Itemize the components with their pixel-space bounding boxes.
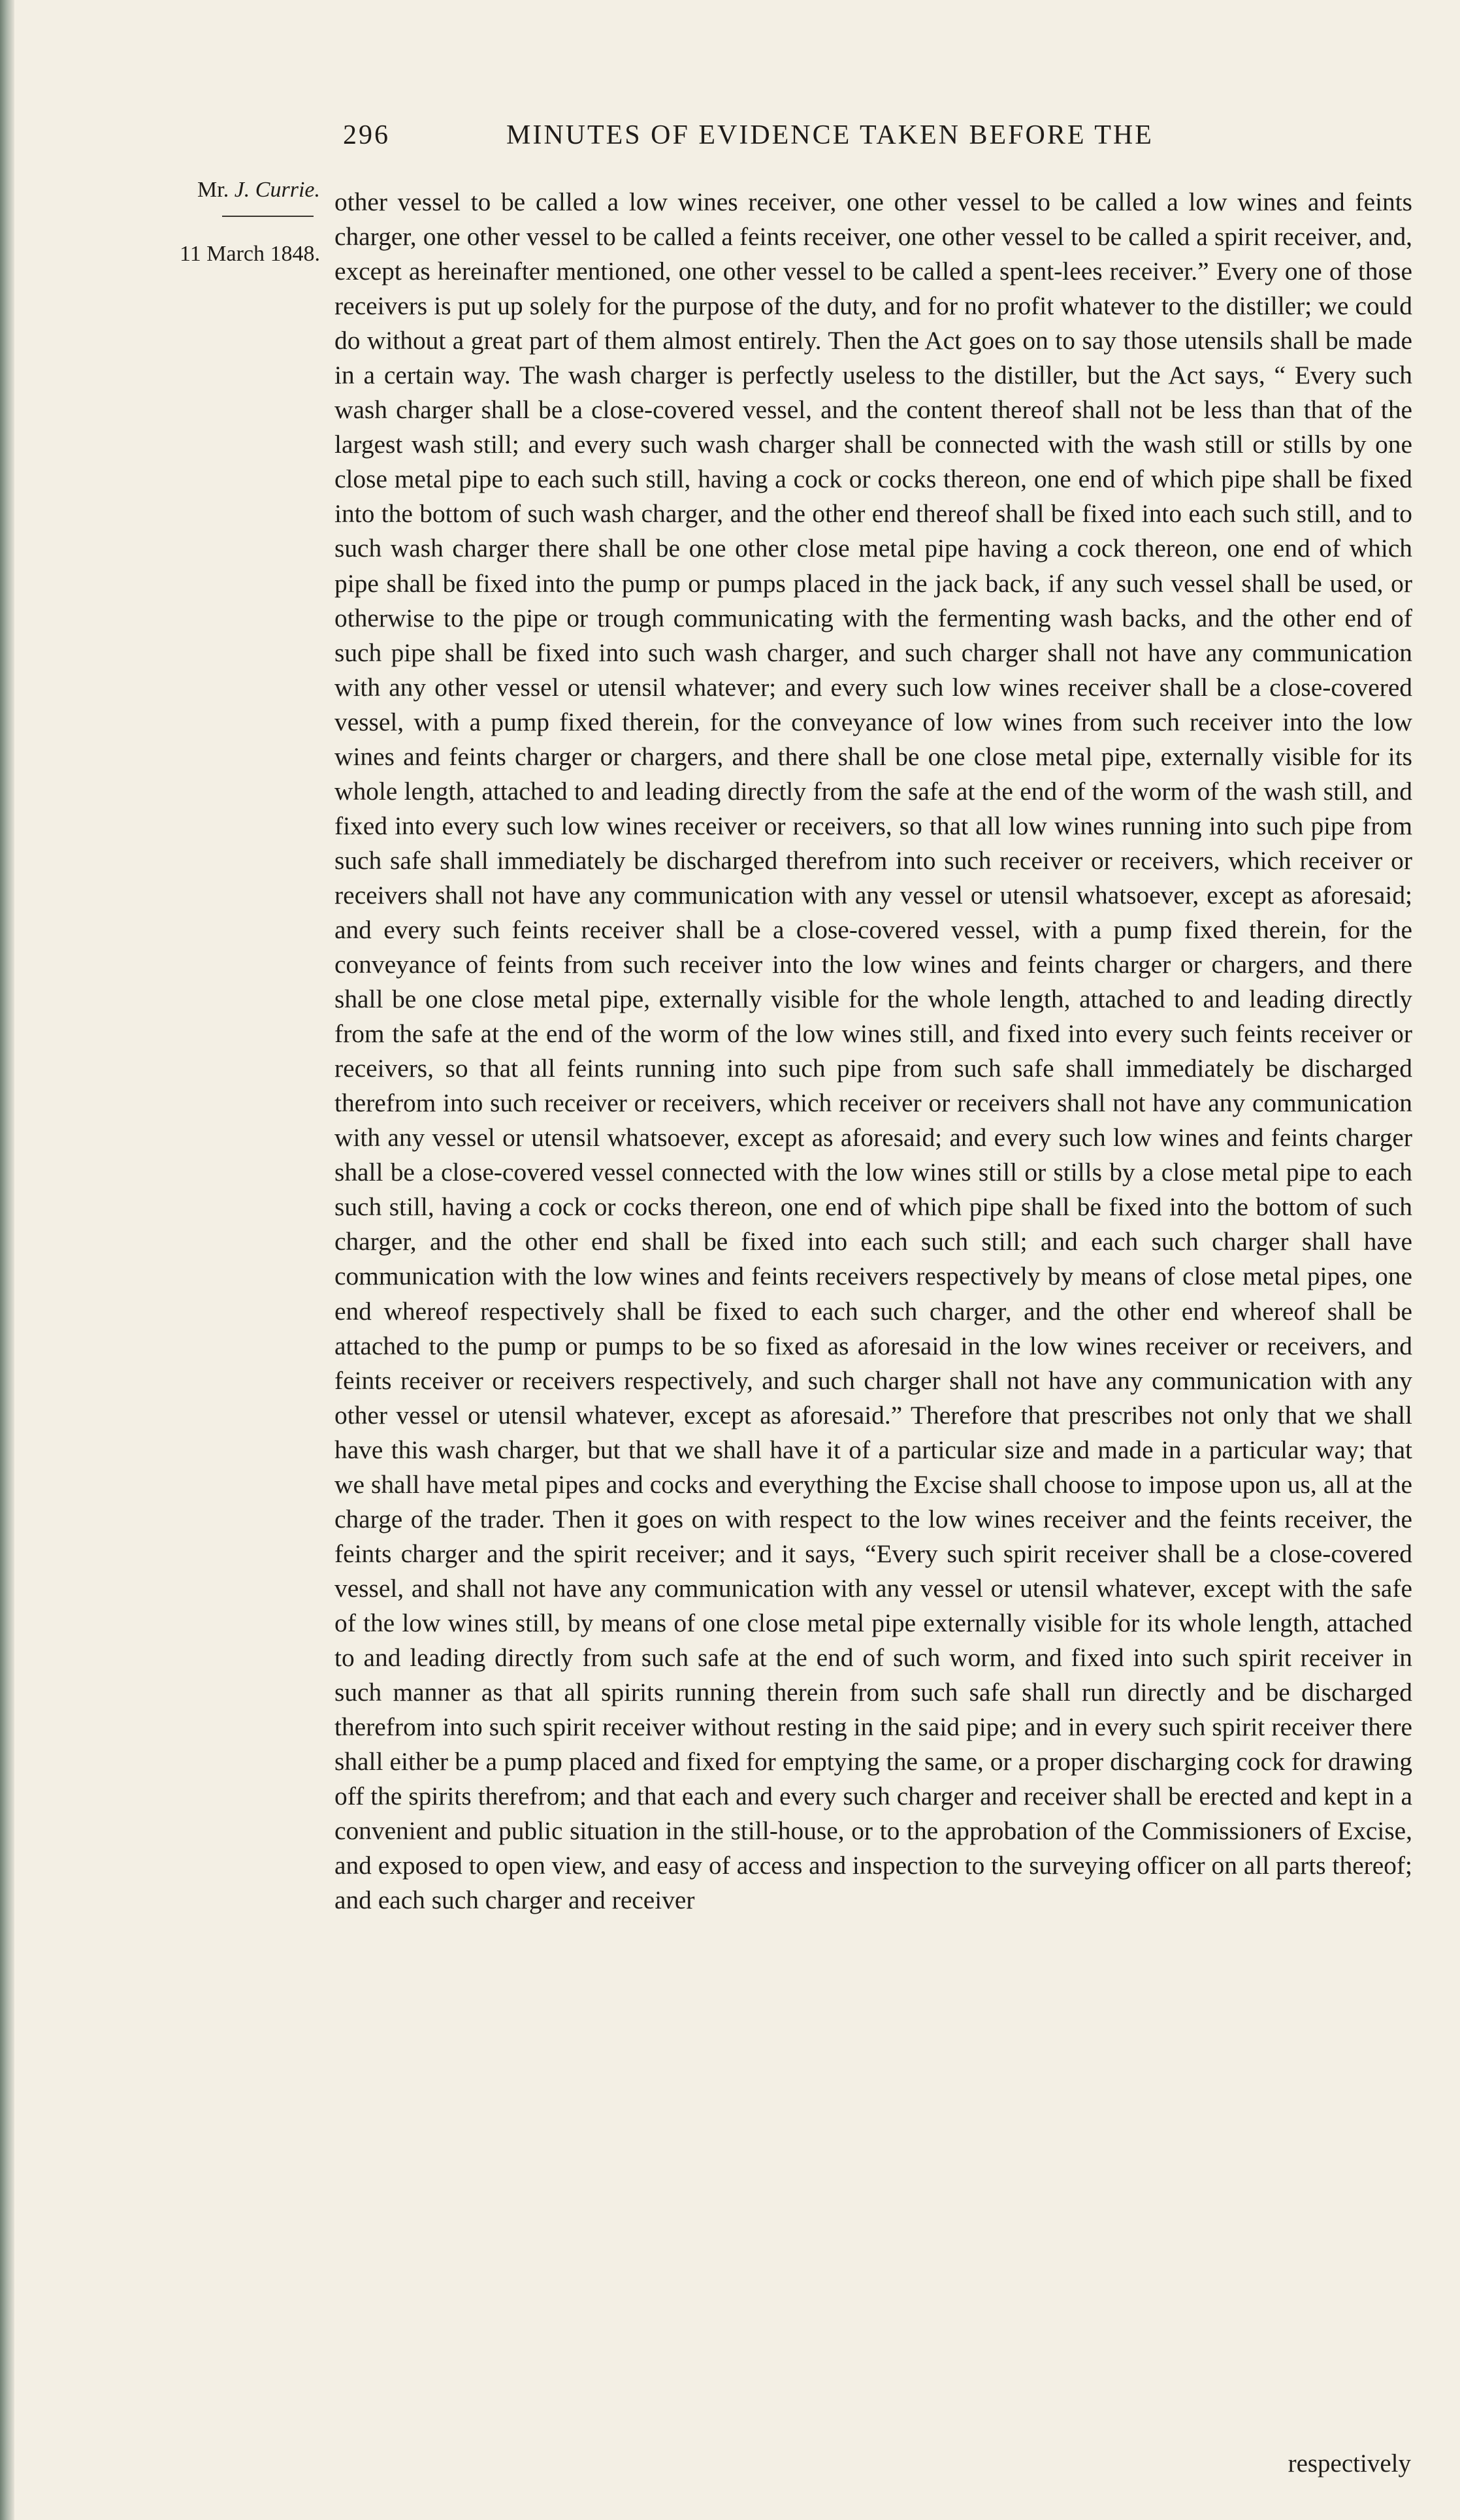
running-title: MINUTES OF EVIDENCE TAKEN BEFORE THE (506, 120, 1154, 150)
witness-margin-note (131, 178, 320, 203)
page-number: 296 (343, 120, 390, 150)
witness-name: J. Currie. (234, 178, 320, 202)
page-spine-edge (0, 0, 14, 2520)
catchword: respectively (1288, 2449, 1411, 2478)
date-margin-note: 11 March 1848. (180, 242, 320, 266)
page-header (327, 114, 1287, 167)
witness-prefix: Mr. (197, 178, 229, 202)
margin-divider (222, 216, 314, 217)
evidence-paragraph: other vessel to be called a low wines receiver, one other vessel to be called a low wines and feints charger, one other vessel to be called a feints receiver, one other vessel to be called a spirit receiver, and, except as hereinafter mentioned, one other vessel to be called a spent-lees receiver.” Every one of those receivers is put up solely for the purpose of the duty, and for no profit whatever to the distiller; we could do without a great part of them almost entirely. Then the Act goes on to say those utensils shall be made in a certain way. The wash charger is perfectly useless to the distiller, but the Act says, “ Every such wash charger shall be a close-covered vessel, and the content thereof shall not be less than that of the largest wash still; and every such wash charger shall be connected with the wash still or stills by one close metal pipe to each such still, having a cock or cocks thereon, one end of which pipe shall be fixed into the bottom of such wash charger, and the other end thereof shall be fixed into each such still, and to such wash charger there shall be one other close metal pipe having a cock thereon, one end of which pipe shall be fixed into the pump or pumps placed in the jack back, if any such vessel shall be used, or otherwise to the pipe or trough communicating with the fermenting wash backs, and the other end of such pipe shall be fixed into such wash charger, and such charger shall not have any communication with any other vessel or utensil whatever; and every such low wines receiver shall be a close-covered vessel, with a pump fixed therein, for the conveyance of low wines from such receiver into the low wines and feints charger or chargers, and there shall be one close metal pipe, externally visible for its whole length, attached to and leading directly from the safe at the end of the worm of the wash still, and fixed into every such low wines receiver or receivers, so that all low wines running into such pipe from such safe shall immediately be discharged therefrom into such receiver or receivers, which receiver or receivers shall not have any communication with any vessel or utensil whatsoever, except as aforesaid; and every such feints receiver shall be a close-covered vessel, with a pump fixed therein, for the conveyance of feints from such receiver into the low wines and feints charger or chargers, and there shall be one close metal pipe, externally visible for the whole length, attached to and leading directly from the safe at the end of the worm of the low wines still, and fixed into every such feints receiver or receivers, so that all feints running into such pipe from such safe shall immediately be discharged therefrom into such receiver or receivers, which receiver or receivers shall not have any communication with any vessel or utensil whatsoever, except as aforesaid; and every such low wines and feints charger shall be a close-covered vessel connected with the low wines still or stills by a close metal pipe to each such still, having a cock or cocks thereon, one end of which pipe shall be fixed into the bottom of such charger, and the other end shall be fixed into each such still; and each such charger shall have communication with the low wines and feints receivers respectively by means of close metal pipes, one end whereof respectively shall be fixed to each such charger, and the other end whereof shall be attached to the pump or pumps to be so fixed as aforesaid in the low wines receiver or receivers, and feints receiver or receivers respectively, and such charger shall not have any communication with any other vessel or utensil whatever, except as aforesaid.” Therefore that prescribes not only that we shall have this wash charger, but that we shall have it of a particular size and made in a particular way; that we shall have metal pipes and cocks and everything the Excise shall choose to impose upon us, all at the charge of the trader. Then it goes on with respect to the low wines receiver and the feints receiver, the feints charger and the spirit receiver; and it says, “Every such spirit receiver shall be a close-covered vessel, and shall not have any communication with any vessel or utensil whatever, except with the safe of the low wines still, by means of one close metal pipe externally visible for its whole length, attached to and leading directly from such safe at the end of such worm, and fixed into such spirit receiver in such manner as that all spirits running therein from such safe shall run directly and be discharged therefrom into such spirit receiver without resting in the said pipe; and in every such spirit receiver there shall either be a pump placed and fixed for emptying the same, or a proper discharging cock for drawing off the spirits therefrom; and that each and every such charger and receiver shall be erected and kept in a convenient and public situation in the still-house, or to the approbation of the Commissioners of Excise, and exposed to open view, and easy of access and inspection to the surveying officer on all parts thereof; and each such charger and receiver (334, 188, 1412, 1915)
